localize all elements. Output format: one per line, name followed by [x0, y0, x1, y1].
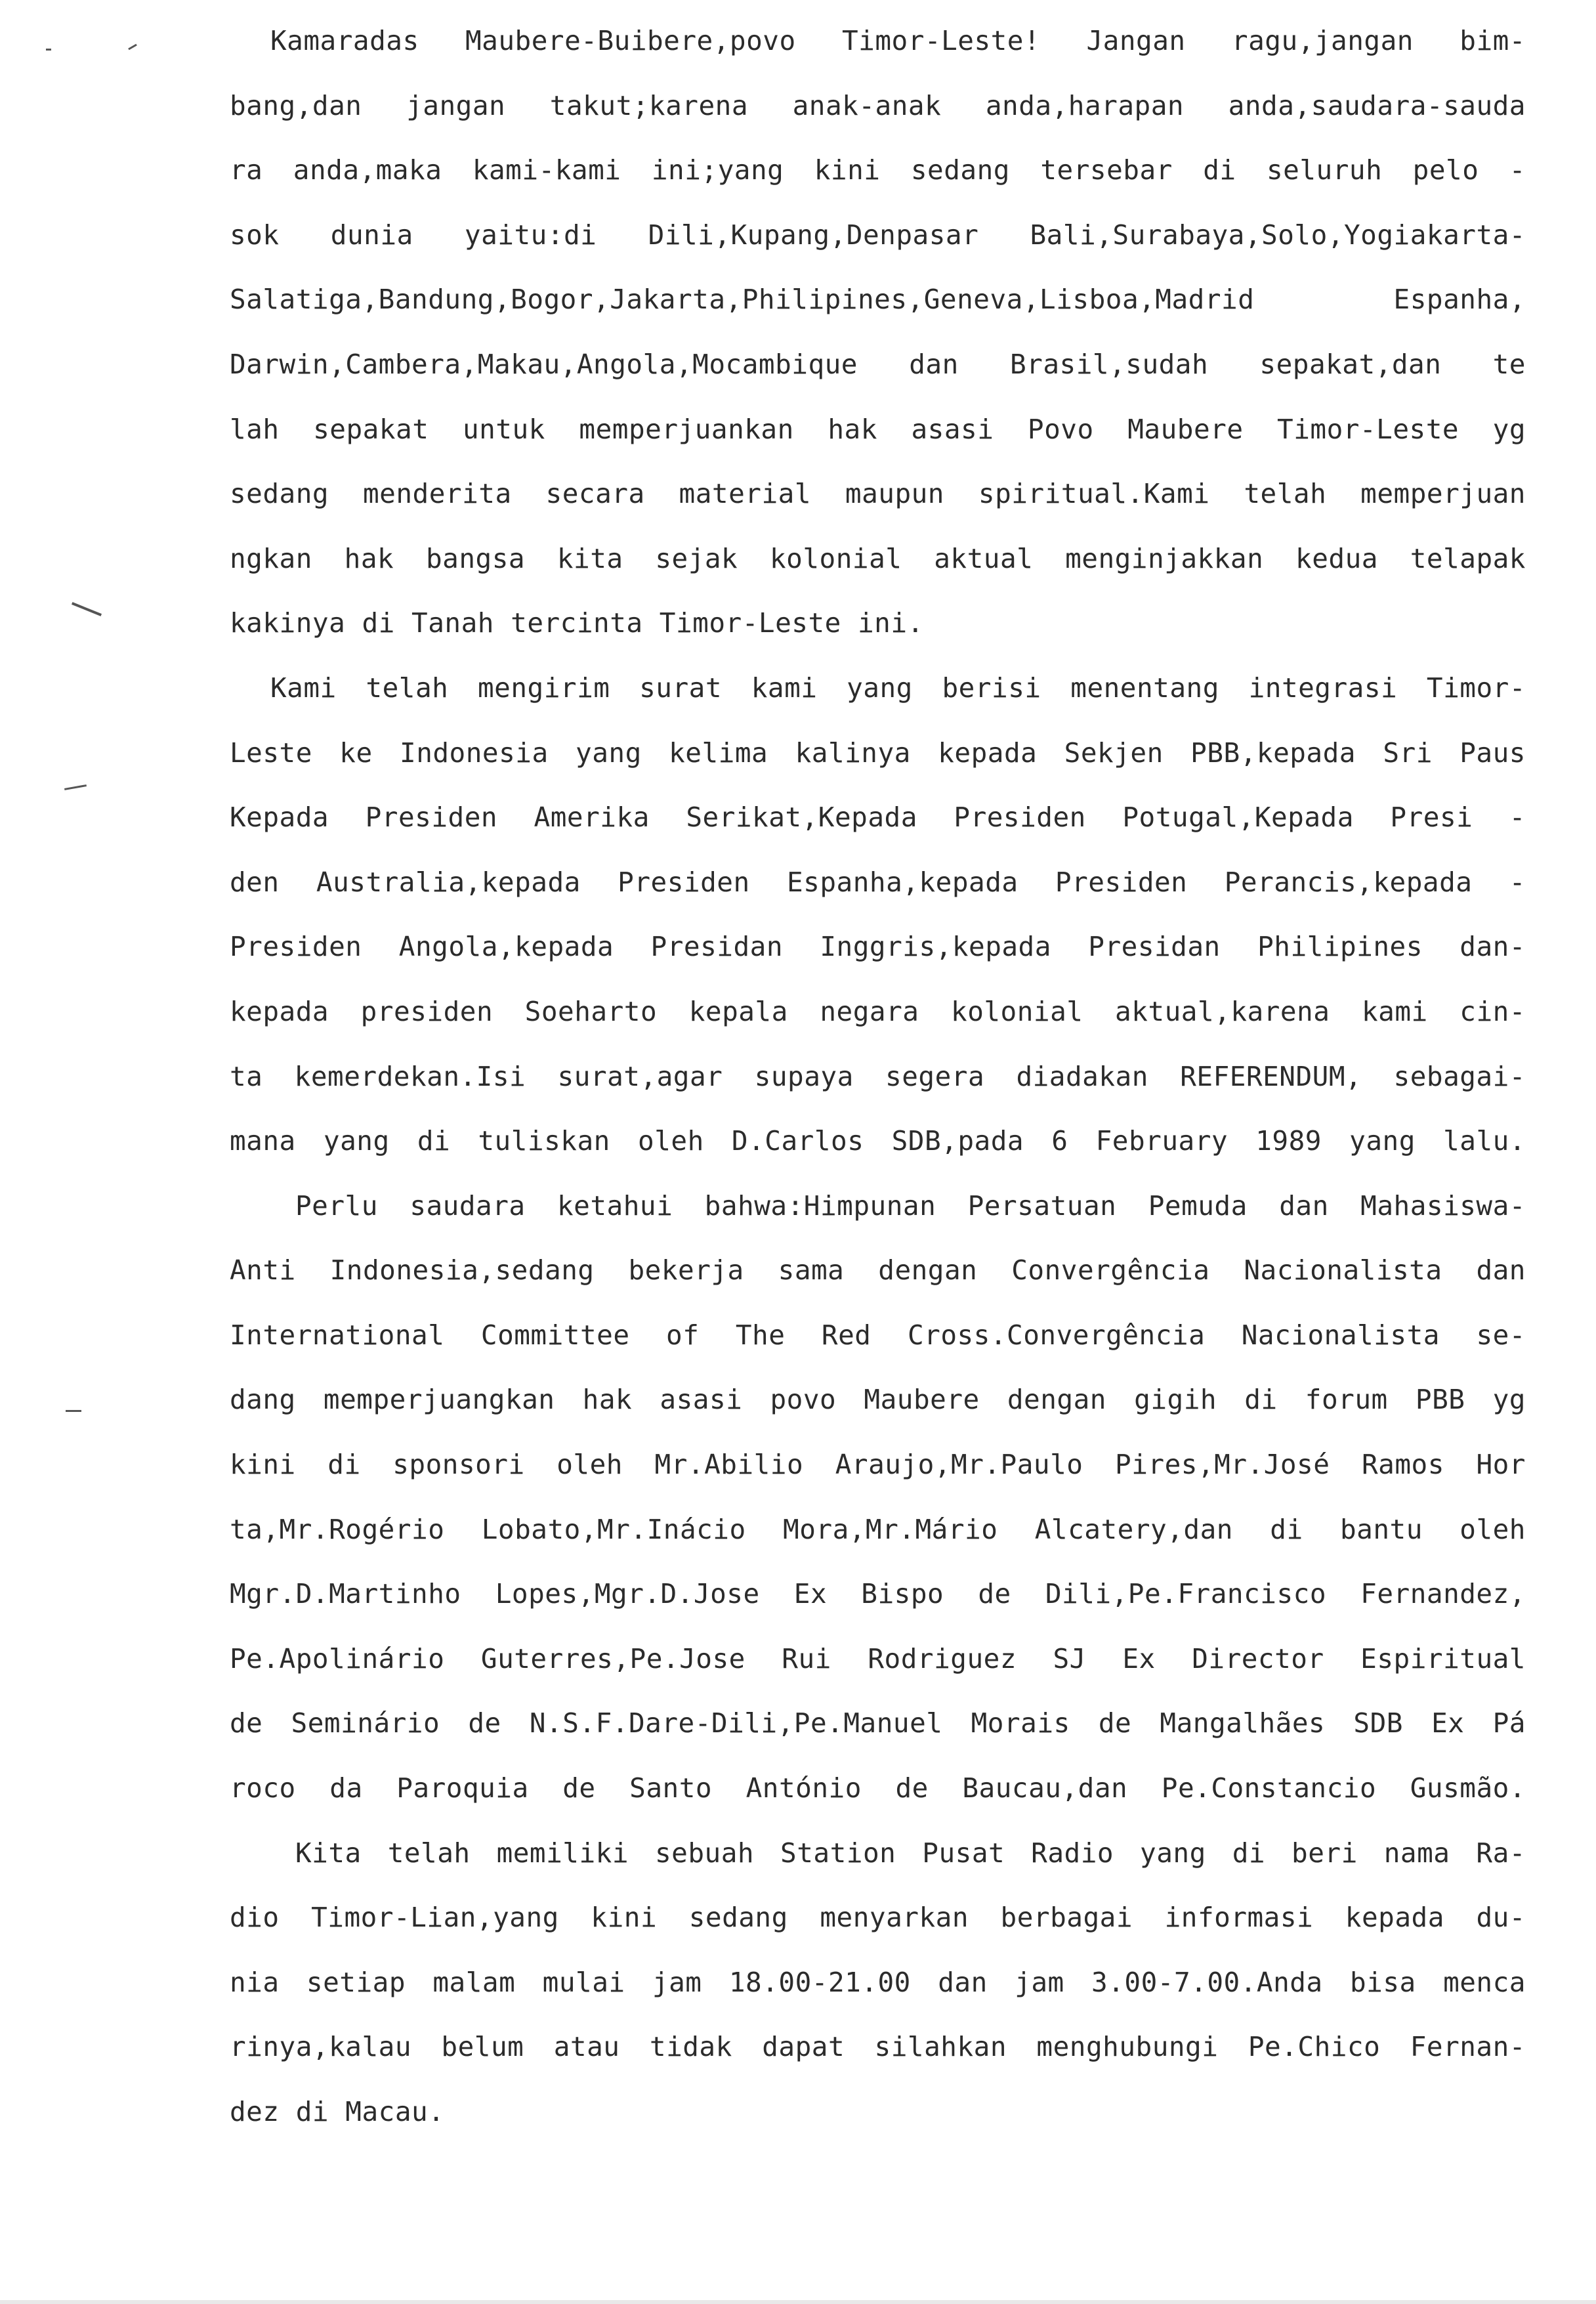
paragraph-3 — [230, 1182, 1526, 1829]
text-line: Kamaradas Maubere-Buibere,povo Timor-Leste! Jangan ragu,jangan bim- — [270, 25, 1526, 56]
text-line: dang memperjuangkan hak asasi povo Maubere dengan gigih di forum PBB yg — [230, 1384, 1526, 1416]
margin-mark — [64, 784, 87, 790]
text-line: Kepada Presiden Amerika Serikat,Kepada Presiden Potugal,Kepada Presi - — [230, 801, 1526, 834]
text-line: ta,Mr.Rogério Lobato,Mr.Inácio Mora,Mr.Mário Alcatery,dan di bantu oleh — [230, 1513, 1526, 1545]
text-line: kepada presiden Soeharto kepala negara kolonial aktual,karena kami cin- — [230, 995, 1526, 1027]
text-line: dez di Macau. — [230, 2096, 445, 2127]
text-line: Kami telah mengirim surat kami yang berisi menentang integrasi Timor- — [270, 672, 1526, 704]
text-line: kakinya di Tanah tercinta Timor-Leste ini. — [230, 607, 924, 639]
paragraph-4 — [230, 1829, 1526, 2152]
text-line: ta kemerdekan.Isi surat,agar supaya segera diadakan REFERENDUM, sebagai- — [230, 1060, 1526, 1092]
text-line: Kita telah memiliki sebuah Station Pusat Radio yang di beri nama Ra- — [295, 1837, 1526, 1869]
text-line: dio Timor-Lian,yang kini sedang menyarkan berbagai informasi kepada du- — [230, 1902, 1526, 1934]
paragraph-1 — [230, 16, 1526, 664]
text-line: den Australia,kepada Presiden Espanha,kepada Presiden Perancis,kepada - — [230, 866, 1526, 898]
margin-mark — [46, 49, 51, 51]
text-line: Perlu saudara ketahui bahwa:Himpunan Persatuan Pemuda dan Mahasiswa- — [295, 1189, 1526, 1222]
text-line: de Seminário de N.S.F.Dare-Dili,Pe.Manuel Morais de Mangalhães SDB Ex Pá — [230, 1707, 1526, 1739]
text-line: Leste ke Indonesia yang kelima kalinya kepada Sekjen PBB,kepada Sri Paus — [230, 736, 1526, 769]
text-line: International Committee of The Red Cross.Convergência Nacionalista se- — [230, 1319, 1526, 1351]
text-line: rinya,kalau belum atau tidak dapat silahkan menghubungi Pe.Chico Fernan- — [230, 2031, 1526, 2063]
text-line: nia setiap malam mulai jam 18.00-21.00 dan jam 3.00-7.00.Anda bisa menca — [230, 1966, 1526, 1998]
page-bottom-edge — [0, 2300, 1596, 2304]
text-line: kini di sponsori oleh Mr.Abilio Araujo,Mr.Paulo Pires,Mr.José Ramos Hor — [230, 1449, 1526, 1481]
text-line: bang,dan jangan takut;karena anak-anak anda,harapan anda,saudara-sauda — [230, 89, 1526, 121]
text-line: Pe.Apolinário Guterres,Pe.Jose Rui Rodriguez SJ Ex Director Espiritual — [230, 1642, 1526, 1675]
text-line: mana yang di tuliskan oleh D.Carlos SDB,pada 6 February 1989 yang lalu. — [230, 1125, 1526, 1157]
text-line: Mgr.D.Martinho Lopes,Mgr.D.Jose Ex Bispo de Dili,Pe.Francisco Fernandez, — [230, 1578, 1526, 1610]
letter-body — [230, 16, 1526, 2152]
text-line: Presiden Angola,kepada Presidan Inggris,kepada Presidan Philipines dan- — [230, 931, 1526, 963]
text-line: ngkan hak bangsa kita sejak kolonial aktual menginjakkan kedua telapak — [230, 542, 1526, 574]
text-line: ra anda,maka kami-kami ini;yang kini sedang tersebar di seluruh pelo - — [230, 154, 1526, 186]
text-line: Salatiga,Bandung,Bogor,Jakarta,Philipines,Geneva,Lisboa,Madrid Espanha, — [230, 284, 1526, 316]
text-line: Anti Indonesia,sedang bekerja sama dengan Convergência Nacionalista dan — [230, 1254, 1526, 1287]
text-line: lah sepakat untuk memperjuankan hak asasi Povo Maubere Timor-Leste yg — [230, 413, 1526, 445]
text-line: sok dunia yaitu:di Dili,Kupang,Denpasar Bali,Surabaya,Solo,Yogiakarta- — [230, 219, 1526, 251]
text-line: roco da Paroquia de Santo António de Baucau,dan Pe.Constancio Gusmão. — [230, 1772, 1526, 1804]
text-line: Darwin,Cambera,Makau,Angola,Mocambique dan Brasil,sudah sepakat,dan te — [230, 348, 1526, 380]
paragraph-2 — [230, 664, 1526, 1182]
text-line: sedang menderita secara material maupun spiritual.Kami telah memperjuan — [230, 478, 1526, 510]
margin-mark — [128, 44, 137, 51]
margin-mark — [72, 602, 102, 616]
margin-mark — [66, 1410, 81, 1412]
